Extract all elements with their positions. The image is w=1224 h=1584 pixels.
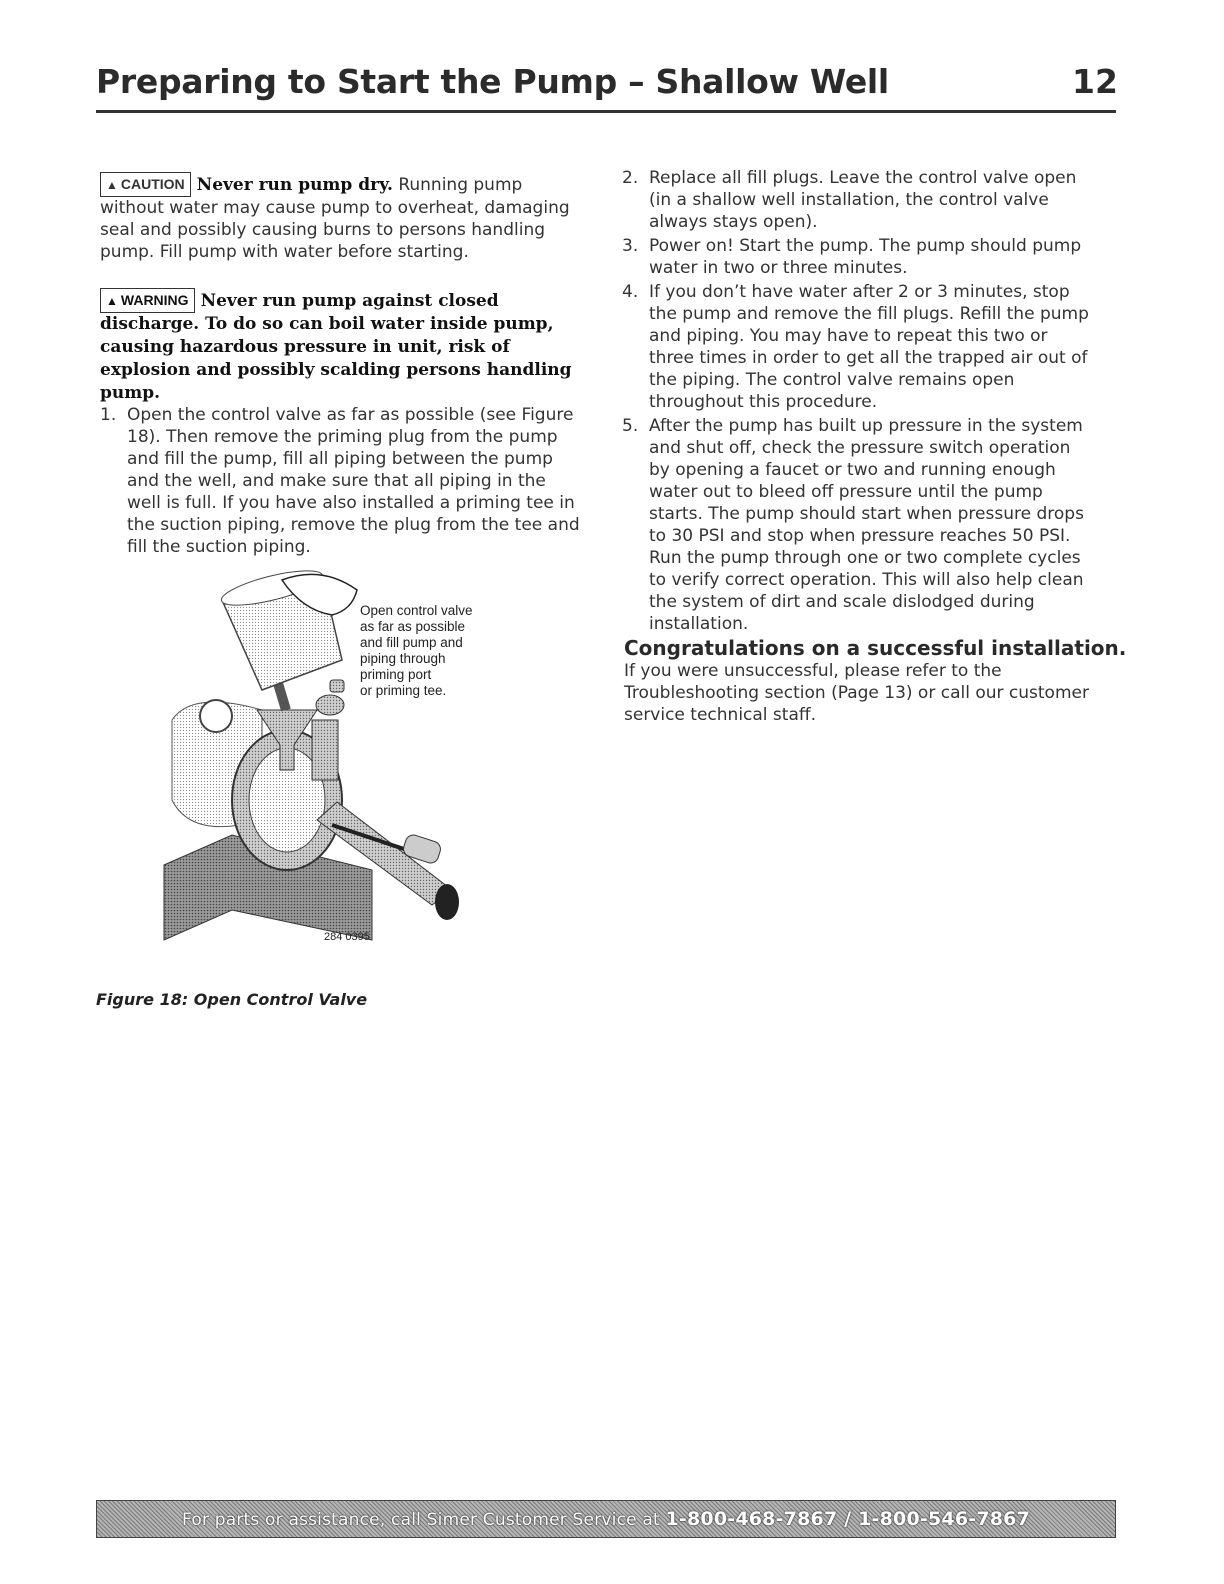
svg-text:and fill pump and: and fill pump and: [360, 635, 463, 650]
figure-caption: Figure 18: Open Control Valve: [96, 990, 368, 1009]
svg-text:priming port: priming port: [360, 667, 432, 682]
footer-phones: 1-800-468-7867 / 1-800-546-7867: [665, 1508, 1031, 1530]
caution-notice: [100, 172, 582, 263]
svg-text:Open control valve: Open control valve: [360, 603, 473, 618]
congrats-heading: Congratulations on a successful installation.: [624, 636, 1127, 660]
congrats-text: If you were unsuccessful, please refer to the Troubleshooting section (Page 13) or call our customer service technical staff.: [624, 661, 1089, 725]
list-item: 1. Open the control valve as far as possible (see Figure 18). Then remove the priming plug from the pump and fill the pump, fill all piping between the pump and the well, and make sure that all piping in the well is full. If you have also installed a priming tee in the suction piping, remove the plug from the tee and fill the suction piping.: [100, 405, 580, 557]
svg-text:as far as possible: as far as possible: [360, 619, 466, 634]
pump-priming-illustration: [152, 570, 512, 960]
svg-text:piping through: piping through: [360, 651, 446, 666]
warning-lead: Never run pump against closed discharge.: [100, 291, 499, 334]
warning-text: To do so can boil water inside pump, causing hazardous pressure in unit, risk of explosion and possibly scalding persons handling pump.: [100, 314, 572, 403]
warning-tag: ▲ WARNING: [100, 288, 195, 313]
caution-tag: ▲ CAUTION: [100, 172, 191, 197]
list-item: 3. Power on! Start the pump. The pump should pump water in two or three minutes.: [622, 236, 1082, 278]
svg-text:or priming tee.: or priming tee.: [360, 683, 447, 698]
caution-lead: Never run pump dry.: [196, 175, 393, 195]
figure-callout: [360, 603, 473, 698]
warning-triangle-icon: ▲: [106, 294, 118, 308]
page-number: 12: [1072, 62, 1118, 101]
footer-text: For parts or assistance, call Simer Customer Service at: [181, 1510, 666, 1530]
list-item: 4. If you don’t have water after 2 or 3 minutes, stop the pump and remove the fill plugs. Refill the pump and piping. You may have to repeat this two or three times in order to get all the trapped air out of the piping. The control valve remains open throughout this procedure.: [622, 282, 1089, 412]
steps-list: [622, 167, 1094, 637]
list-item: 5. After the pump has built up pressure in the system and shut off, check the pressure switch operation by opening a faucet or two and running enough water out to bleed off pressure until the pump starts. The pump should start when pressure drops to 30 PSI and stop when pressure reaches 50 PSI. Run the pump through one or two complete cycles to verify correct operation. This will also help clean the system of dirt and scale dislodged during installation.: [622, 416, 1084, 634]
part-number: 284 0395: [324, 931, 370, 943]
warning-triangle-icon: ▲: [106, 178, 118, 192]
page-title: Preparing to Start the Pump – Shallow Well: [96, 62, 889, 101]
support-footer: [96, 1500, 1116, 1538]
warning-notice: [100, 288, 590, 405]
list-item: 2. Replace all fill plugs. Leave the control valve open (in a shallow well installation, the control valve always stays open).: [622, 168, 1077, 232]
caution-text: Running pump without water may cause pump to overheat, damaging seal and possibly causing burns to persons handling pump. Fill pump with water before starting.: [100, 175, 570, 262]
header-rule: [96, 110, 1116, 113]
